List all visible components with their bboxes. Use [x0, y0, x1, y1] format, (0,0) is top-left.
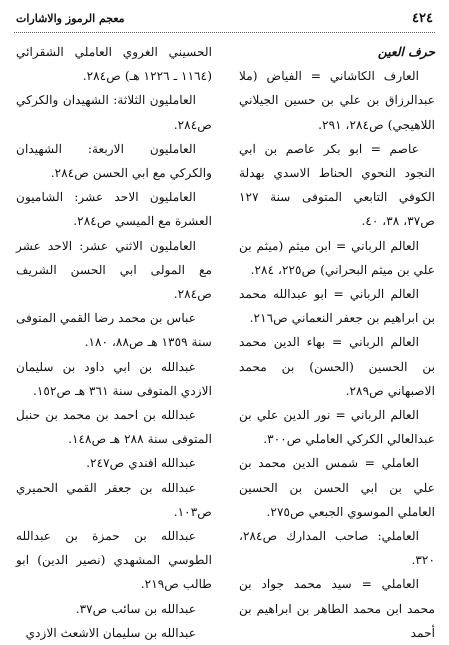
index-entry: العاملي: صاحب المدارك ص٢٨٤، ٣٢٠. [239, 529, 435, 568]
index-entry: العامليون الاربعة: الشهيدان والكركي مع ابي الحسن ص٢٨٤. [16, 141, 212, 181]
index-entry-continuation: الحسيني الغروي العاملي الشقرائي (١١٦٤ ـ ١٢٢٦ هـ) ص٢٨٤. [16, 45, 212, 84]
index-entry: عبدالله بن سليمان الاشعث الازدي [25, 625, 196, 640]
index-entry: العالم الرباني = ابن ميثم (ميثم بن علي بن ميثم البحراني) ص٢٢٥، ٢٨٤. [239, 238, 435, 277]
index-entry: العامليون الاحد عشر: الشاميون العشرة مع الميسي ص٢٨٤. [16, 190, 212, 229]
page-number: ٤٢٤ [412, 11, 433, 26]
index-entry: العاملي = سيد محمد جواد بن محمد ابن محمد الطاهر بن ابراهيم بن أحمد [239, 577, 435, 640]
index-entry: عبدالله بن سائب ص٣٧. [75, 601, 196, 616]
index-entry: عاصم = ابو بكر عاصم بن ابي النجود النحوي الحناط الاسدي بهدلة الكوفي التابعي المتوفى سنة ١٢٧ ص٣٧، ٣٨، ٤٠. [239, 141, 435, 229]
index-entry: العامليون الثلاثة: الشهيدان والكركي ص٢٨٤. [16, 93, 212, 132]
index-entry: العارف الكاشاني = الفياض (ملا عبدالرزاق بن علي بن حسين الجيلاني اللاهيجي) ص٢٨٤، ٢٩١. [239, 69, 435, 132]
left-column [16, 40, 212, 645]
index-entry: عبدالله بن ابي داود بن سليمان الازدي المتوفى سنة ٣٦١ هـ ص١٥٢. [16, 359, 212, 398]
index-entry: العالم الرباني = ابو عبدالله محمد بن ابراهيم بن جعفر النعماني ص٢١٦. [239, 287, 435, 326]
index-entry: عبدالله بن جعفر القمي الحميري ص١٠٣. [16, 480, 212, 519]
page-header [14, 10, 435, 33]
index-entry: العامليون الاثني عشر: الاحد عشر مع المولى ابي الحسن الشريف ص٢٨٤. [16, 238, 212, 302]
index-entry: عبدالله بن حمزة بن عبدالله الطوسي المشهدي (نصير الدين) ابو طالب ص٢١٩. [16, 529, 212, 592]
section-heading: حرف العين [377, 45, 435, 59]
right-column [239, 40, 435, 645]
index-entry: العاملي = شمس الدين محمد بن علي بن ابي الحسن بن الحسين العاملي الموسوي الجبعي ص٢٧٥. [239, 456, 435, 519]
index-entry: العالم الرباني = بهاء الدين محمد بن الحسين (الحسن) بن محمد الاصبهاني ص٢٨٩. [239, 335, 435, 398]
index-entry: عبدالله افندي ص٢٤٧. [86, 456, 196, 471]
index-entry: عباس بن محمد رضا القمي المتوفى سنة ١٣٥٩ هـ ص٨٨، ١٨٠. [16, 311, 212, 350]
running-title: معجم الرموز والاشارات [16, 12, 125, 25]
index-entry: عبدالله بن احمد بن محمد بن حنبل المتوفى سنة ٢٨٨ هـ ص١٤٨. [16, 408, 212, 447]
index-entry: العالم الرباني = نور الدين علي بن عبدالعالي الكركي العاملي ص٣٠٠. [239, 408, 435, 447]
